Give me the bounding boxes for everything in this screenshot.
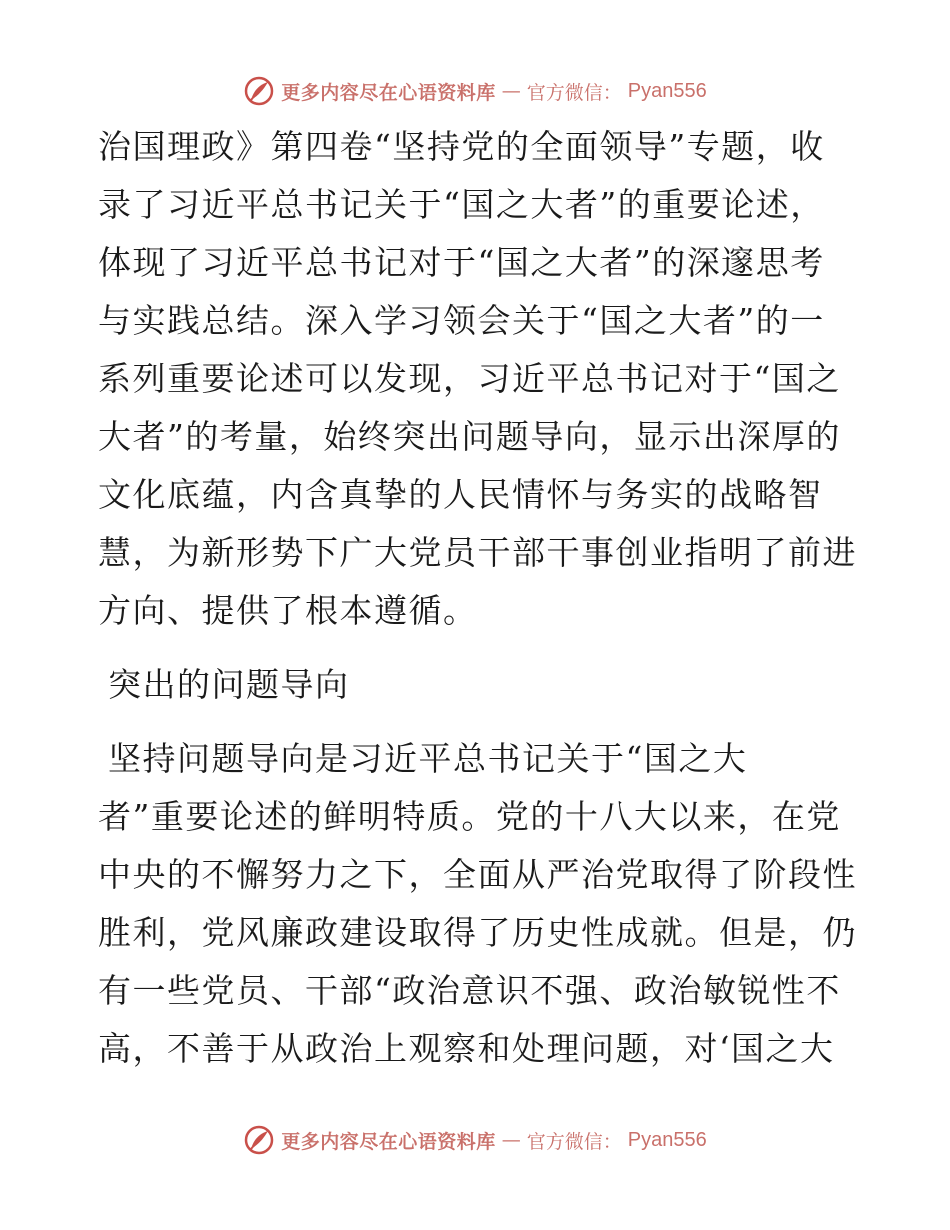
text-line: 方向、提供了根本遵循。: [98, 591, 478, 630]
banner-dash: —: [501, 80, 521, 102]
paragraph-2: [98, 730, 858, 1078]
banner-wechat-label: 官方微信：: [526, 81, 622, 104]
paragraph-1: [98, 118, 858, 640]
banner-text: 更多内容尽在心语资料库: [281, 81, 496, 104]
footer-banner: [0, 1120, 950, 1160]
banner-wechat-label: 官方微信：: [526, 1130, 622, 1153]
banner-text: 更多内容尽在心语资料库: [281, 1130, 496, 1153]
text-line: 慧，为新形势下广大党员干部干事创业指明了前进: [98, 533, 857, 572]
text-line: 胜利，党风廉政建设取得了历史性成就。但是，仍: [98, 913, 857, 952]
text-line: 中央的不懈努力之下，全面从严治党取得了阶段性: [98, 855, 857, 894]
banner-dash: —: [501, 1129, 521, 1151]
text-line: 坚持问题导向是习近平总书记关于“国之大: [108, 739, 748, 778]
text-line: 系列重要论述可以发现，习近平总书记对于“国之: [98, 359, 841, 398]
header-banner: [0, 71, 950, 111]
quill-logo-icon: [243, 1124, 275, 1156]
text-line: 体现了习近平总书记对于“国之大者”的深邃思考: [98, 243, 825, 282]
text-line: 高，不善于从政治上观察和处理问题，对‘国之大: [98, 1029, 835, 1068]
banner-wechat-id: Pyan556: [627, 1128, 707, 1151]
section-heading: 突出的问题导向: [108, 665, 350, 704]
text-line: 文化底蕴，内含真挚的人民情怀与务实的战略智: [98, 475, 823, 514]
text-line: 录了习近平总书记关于“国之大者”的重要论述，: [98, 185, 825, 224]
text-line: 者”重要论述的鲜明特质。党的十八大以来，在党: [98, 797, 841, 836]
text-line: 大者”的考量，始终突出问题导向，显示出深厚的: [98, 417, 841, 456]
quill-logo-icon: [243, 75, 275, 107]
text-line: 治国理政》第四卷“坚持党的全面领导”专题，收: [98, 127, 825, 166]
text-line: 有一些党员、干部“政治意识不强、政治敏锐性不: [98, 971, 841, 1010]
text-line: 与实践总结。深入学习领会关于“国之大者”的一: [98, 301, 825, 340]
banner-wechat-id: Pyan556: [627, 79, 707, 102]
document-body: [98, 118, 858, 1078]
